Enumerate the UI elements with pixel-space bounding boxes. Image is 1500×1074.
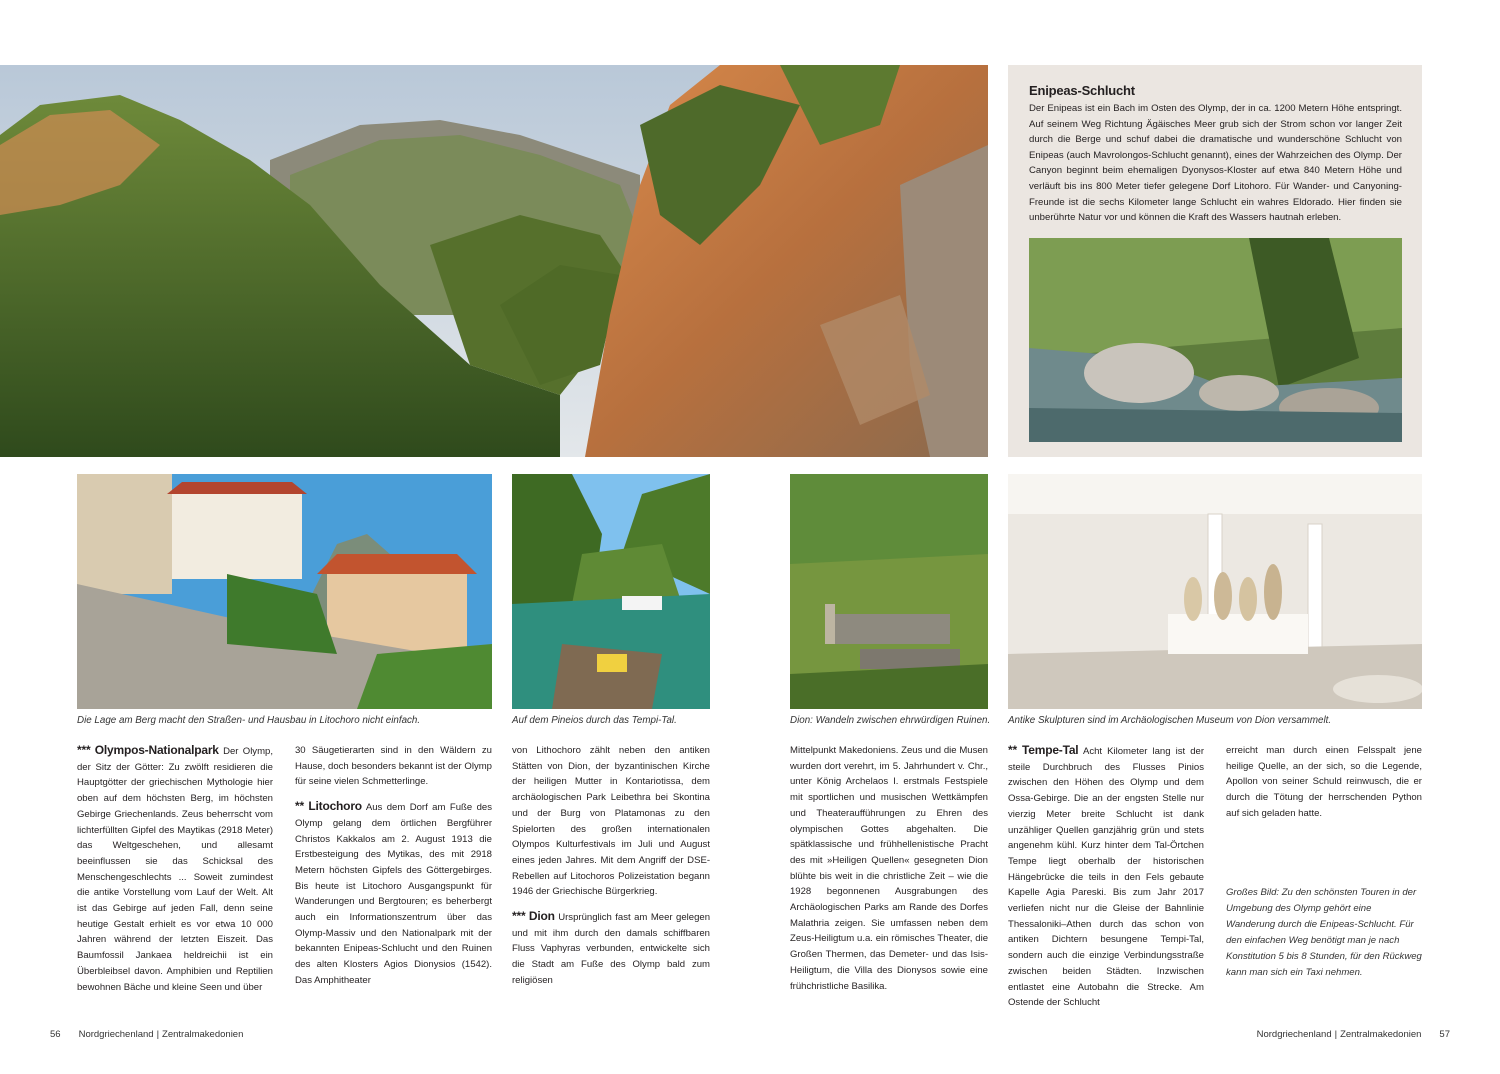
heading-dion: Dion	[528, 909, 555, 924]
rating-stars: ***	[512, 909, 526, 924]
caption-pineios: Auf dem Pineios durch das Tempi-Tal.	[512, 715, 677, 726]
infobox-title: Enipeas-Schlucht	[1029, 83, 1135, 98]
dion-museum-photo	[1008, 474, 1422, 709]
text-column-4	[790, 743, 988, 994]
page-number-left: 56	[50, 1029, 61, 1040]
text-column-6	[1226, 743, 1422, 822]
dion-ruins-photo	[790, 474, 988, 709]
footer-separator: |	[156, 1029, 160, 1040]
footer-left	[50, 1029, 243, 1040]
text-column-1	[77, 743, 273, 995]
footer-section: Nordgriechenland	[78, 1029, 154, 1040]
heading-litochoro: Litochoro	[308, 799, 362, 814]
gorge-panorama-photo	[0, 65, 988, 457]
footer-right	[1257, 1029, 1450, 1040]
body-text: 30 Säugetierarten sind in den Wäldern zu Hause, doch besonders bekannt ist der Olymp für seine vielen Schmetterlinge.	[295, 745, 492, 788]
pineios-river-photo	[512, 474, 710, 709]
body-text: Mittelpunkt Makedoniens. Zeus und die Musen wurden dort verehrt, im 5. Jahrhundert v. Chr., unter König Archelaos I. erstmals Festspiele mit sportlichen und musischen Wettkämpfen und Theateraufführungen zu Ehren des olympischen Gottes abgehalten. Die spätklassische und frühhellenistische Pracht des mit »Heiligen Quellen« gesegneten Dion blühte bis weit in die christliche Zeit – wie die 1928 begonnenen Ausgrabungen des Archäologischen Parks am Rande des Dorfes Malathria zeigen. Sie umfassen neben dem Zeus-Heiligtum u.a. ein römisches Theater, die Großen Thermen, das Demeter- und das Isis-Heiligtum, die Villa des Dionysos sowie eine frühchristliche Basilika.	[790, 745, 988, 992]
rating-stars: ***	[77, 743, 91, 757]
footer-section: Nordgriechenland	[1256, 1029, 1332, 1040]
big-image-note: Großes Bild: Zu den schönsten Touren in der Umgebung des Olymp gehört eine Wanderung durch die Enipeas-Schlucht. Für den einfachen Weg benötigt man je nach Konstitution 5 bis 8 Stunden, für den Rückweg kann man sich ein Taxi nehmen.	[1226, 887, 1422, 978]
litochoro-village-photo	[77, 474, 492, 709]
caption-litochoro: Die Lage am Berg macht den Straßen- und Hausbau in Litochoro nicht einfach.	[77, 715, 421, 726]
caption-dion: Dion: Wandeln zwischen ehrwürdigen Ruinen.	[790, 715, 991, 726]
heading-tempe: Tempe-Tal	[1022, 743, 1079, 757]
body-text: erreicht man durch einen Felsspalt jene heilige Quelle, an der sich, so die Legende, Apollon von seiner Schuld reinwusch, die er durch die Tötung der herrschenden Python auf sich geladen hatte.	[1226, 745, 1422, 819]
text-column-3	[512, 743, 710, 989]
text-column-2	[295, 743, 492, 989]
rating-stars: **	[1008, 743, 1017, 757]
footer-separator: |	[1334, 1029, 1338, 1040]
rating-stars: **	[295, 799, 304, 814]
footer-chapter: Zentralmakedonien	[1340, 1029, 1422, 1040]
body-text: Aus dem Dorf am Fuße des Olymp gelang dem örtlichen Bergführer Christos Kakkalos am 2. August 1913 die Erstbesteigung des Mytikas, des mit 2918 Metern höchsten Gipfels des Göttergebirges. Bis heute ist Litochoro Ausgangspunkt für Wanderungen und Bergtouren; es beherbergt auch ein Informationszentrum über das Olymp-Massiv und den Nationalpark mit der bekannten Enipeas-Schlucht und den Ruinen des alten Klosters Agios Dionysios (1542). Das Amphitheater	[295, 802, 492, 986]
body-text: Ursprünglich fast am Meer gelegen und mit ihm durch den damals schiffbaren Fluss Vaphyras verbunden, entwickelte sich die Stadt am Fuße des Olymp bald zum religiösen	[512, 912, 711, 986]
caption-museum: Antike Skulpturen sind im Archäologischen Museum von Dion versammelt.	[1008, 715, 1332, 726]
page-number-right: 57	[1439, 1029, 1450, 1040]
body-text: von Lithochoro zählt neben den antiken Stätten von Dion, der byzantinischen Kirche der heiligen Mutter in Kontariotissa, dem archäologischen Park Leibethra bei Skontina und der Burg von Platamonas zu den Spielorten des großen internationalen Olympos Kulturfestivals im Juli und August eines jeden Jahres. Mit dem Angriff der DSE-Rebellen auf Litochoros Polizeistation begann 1946 der Griechische Bürgerkrieg.	[512, 745, 710, 898]
infobox-body: Der Enipeas ist ein Bach im Osten des Olymp, der in ca. 1200 Metern Höhe entspringt. Auf seinem Weg Richtung Ägäisches Meer grub sich der Strom schon vor langer Zeit durch die Berge und schuf dabei die dramatische und wunderschöne Schlucht von Enipeas (auch Mavrolongos-Schlucht genannt), eines der Wahrzeichen des Olymp. Der Canyon beginnt beim ehemaligen Dyonysos-Kloster auf etwa 840 Metern Höhe und verläuft bis ins 800 Meter tiefer gelegene Dorf Litohoro. Für Wander- und Canyoning-Freunde ist die sechs Kilometer lange Schlucht ein wahres Eldorado. Hier finden sie unberührte Natur vor und können die Kraft des Wassers hautnah erleben.	[1029, 103, 1402, 224]
text-column-5	[1008, 743, 1204, 1011]
heading-olympos: Olympos-Nationalpark	[94, 743, 219, 757]
enipeas-stream-photo	[1029, 238, 1402, 442]
body-text: Acht Kilometer lang ist der steile Durchbruch des Flusses Pinios zwischen den Höhen des Olymp und dem Ossa-Gebirge. Die an der engsten Stelle nur vierzig Meter breite Schlucht ist dank unzähliger Quellen ganzjährig grün und stets angenehm kühl. Kurz hinter dem Tal-Örtchen Tempe liegt oberhalb der historischen Hängebrücke die teils in den Fels gebaute Kapelle Agia Pareski. Bis zum Jahr 2017 verliefen nicht nur die Gleise der Bahnlinie Thessaloniki–Athen durch das schon von antiken Dichtern besungene Tempi-Tal, sondern auch die einzige Verbindungsstraße zwischen beiden Städten. Inzwischen entlastet eine Autobahn die Strecke. Am Ostende der Schlucht	[1008, 746, 1204, 1009]
body-text: Der Olymp, der Sitz der Götter: Zu zwölft residieren die Hauptgötter der griechischen Mythologie hier oben auf dem höchsten Berg, im höchsten Gebirge Griechenlands. Zeus beherrscht vom lichterfüllten Gipfel des Maytikas (2918 Meter) das Weltgeschehen, und allesamt beeinflussen sie das Schicksal des Menschengeschlechts ... Soweit zumindest die antike Vorstellung vom Lauf der Welt. Alt ist das Gebirge auf jeden Fall, denn seine heutige Gestalt erhielt es vor etwa 10 000 Jahren während der letzten Eiszeit. Das Baumfossil Jankaea heldreichii ist ein Überbleibsel davon. Amphibien und Reptilien bewohnen Bäche und kleine Seen und über	[77, 746, 273, 993]
footer-chapter: Zentralmakedonien	[162, 1029, 244, 1040]
